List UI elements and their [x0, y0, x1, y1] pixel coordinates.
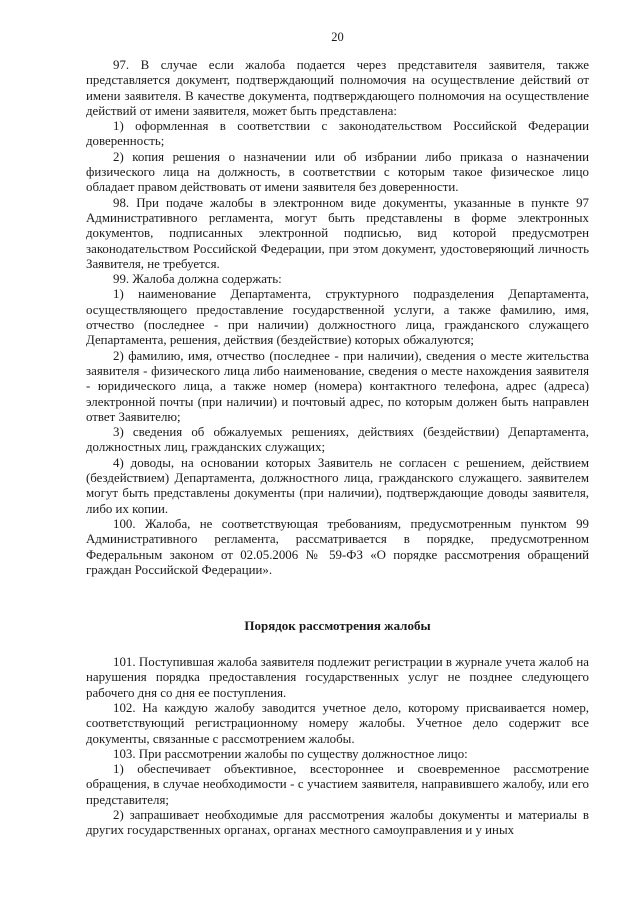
- paragraph-99-item-2: 2) фамилию, имя, отчество (последнее - при наличии), сведения о месте жительства заявителя - физического лица либо наименование, сведения о месте нахождения заявителя - юридического лица, а также номер (номера) контактного телефона, адрес (адреса) электронной почты (при наличии) и почтовый адрес, по которым должен быть направлен ответ Заявителю;: [86, 348, 589, 424]
- page-number: 20: [331, 30, 344, 44]
- paragraph-103-item-2: 2) запрашивает необходимые для рассмотрения жалобы документы и материалы в других государственных органах, органах местного самоуправления и у иных: [86, 808, 589, 838]
- paragraph-100: 100. Жалоба, не соответствующая требованиям, предусмотренным пунктом 99 Административного регламента, рассматривается в порядке, предусмотренном Федеральным законом от 02.05.2006 № 59-ФЗ «О порядке рассмотрения обращений граждан Российской Федерации».: [86, 516, 589, 577]
- paragraph-99: 99. Жалоба должна содержать:: [113, 272, 282, 287]
- paragraph-98: 98. При подаче жалобы в электронном виде документы, указанные в пункте 97 Административного регламента, могут быть представлены в форме электронных документов, подписанных электронной подписью, вид которой предусмотрен законодательством Российской Федерации, при этом документ, удостоверяющий личность Заявителя, не требуется.: [86, 195, 589, 271]
- section-heading: Порядок рассмотрения жалобы: [244, 618, 431, 634]
- paragraph-97-item-2: 2) копия решения о назначении или об избрании либо приказа о назначении физического лица на должность, в соответствии с которым такое физическое лицо обладает правом действовать от имени заявителя без доверенности.: [86, 149, 589, 195]
- paragraph-99-item-1: 1) наименование Департамента, структурного подразделения Департамента, осуществляющего предоставление государственной услуги, а также фамилию, имя, отчество (последнее - при наличии) должностного лица, гражданского служащего Департамента, решения, действия (бездействие) которых обжалуются;: [86, 287, 589, 348]
- section-complaint-review: [86, 655, 589, 839]
- paragraph-103: 103. При рассмотрении жалобы по существу должностное лицо:: [113, 746, 468, 761]
- section-complaint-content: [86, 58, 589, 578]
- paragraph-97: 97. В случае если жалоба подается через представителя заявителя, также представляется документ, подтверждающий полномочия на осуществление действий от имени заявителя. В качестве документа, подтверждающего полномочия на осуществление действий от имени заявителя, может быть представлена:: [86, 58, 589, 118]
- paragraph-99-item-3: 3) сведения об обжалуемых решениях, действиях (бездействии) Департамента, должностных лиц, гражданских служащих;: [86, 425, 589, 455]
- paragraph-97-item-1: 1) оформленная в соответствии с законодательством Российской Федерации доверенность;: [86, 119, 589, 149]
- paragraph-102: 102. На каждую жалобу заводится учетное дело, которому присваивается номер, соответствующий регистрационному номеру жалобы. Учетное дело содержит все документы, связанные с рассмотрением жалобы.: [86, 700, 589, 746]
- paragraph-101: 101. Поступившая жалоба заявителя подлежит регистрации в журнале учета жалоб на нарушения порядка предоставления государственных услуг не позднее следующего рабочего дня со дня ее поступления.: [86, 655, 589, 700]
- paragraph-99-item-4: 4) доводы, на основании которых Заявитель не согласен с решением, действием (бездействием) Департамента, должностного лица, гражданского служащего. заявителем могут быть представлены документы (при наличии), подтверждающие доводы заявителя, либо их копии.: [86, 455, 589, 516]
- paragraph-103-item-1: 1) обеспечивает объективное, всестороннее и своевременное рассмотрение обращения, в случае необходимости - с участием заявителя, направившего жалобу, или его представителя;: [86, 762, 589, 807]
